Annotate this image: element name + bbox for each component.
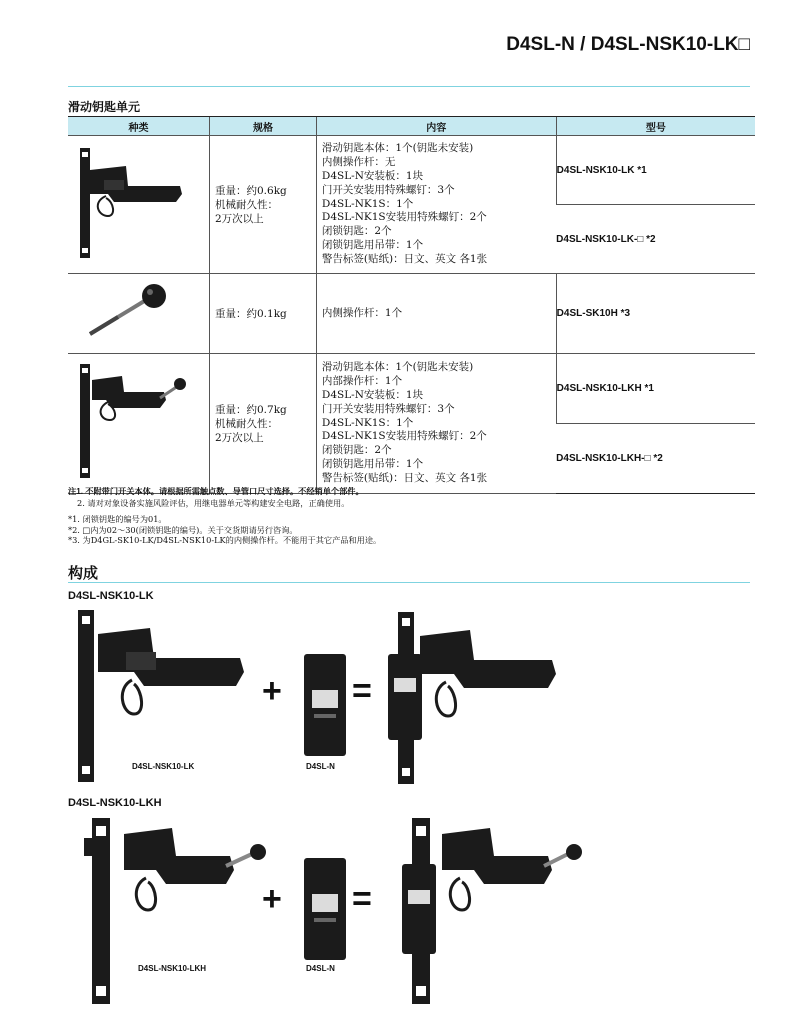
contents-cell: [316, 274, 556, 354]
contents-line: D4SL-NK1S：1个: [321, 416, 414, 429]
section-title-units: 滑动钥匙单元: [68, 100, 141, 114]
inner-lever-image: [68, 274, 209, 350]
page-title: D4SL-N / D4SL-NSK10-LK□: [506, 34, 750, 55]
contents-cell: [316, 136, 556, 274]
notes-block: [68, 486, 758, 546]
footnote: *2. □内为02～30(闭锁钥匙的编号)。关于交货期请另行咨询。: [68, 524, 298, 535]
contents-line: D4SL-NK1S：1个: [321, 197, 414, 210]
contents-line: 闭锁钥匙：2个: [321, 444, 392, 457]
composition-rule: [68, 582, 750, 583]
contents-line: 闭锁钥匙用吊带：1个: [321, 239, 424, 252]
note-text: 2. 请对对象设备实施风险评估，用继电器单元等构建安全电路，正确使用。: [77, 497, 350, 508]
door-switch-image: [300, 854, 350, 964]
assembled-lkh-image: [398, 814, 598, 1008]
spec-line: 2万次以上: [215, 212, 264, 225]
spec-line: 机械耐久性：: [215, 198, 278, 211]
composition-group-title: D4SL-NSK10-LK: [68, 590, 154, 602]
contents-line: 内侧操作杆：无: [321, 155, 396, 168]
model-number: D4SL-NSK10-LK-□ *2: [556, 205, 755, 274]
model-number: D4SL-NSK10-LK *1: [556, 136, 755, 205]
contents-line: 滑动钥匙本体：1个(钥匙未安装): [321, 141, 474, 154]
equals-sign: =: [352, 672, 372, 710]
product-image-cell: [68, 354, 210, 494]
contents-line: D4SL-NK1S安装用特殊螺钉：2个: [321, 211, 487, 224]
footnote: *3. 为D4GL-SK10-LK/D4SL-NSK10-LK的内侧操作杆。不能用于其它产品和用途。: [68, 535, 382, 545]
col-header-spec: 规格: [210, 117, 317, 136]
col-header-model: 型号: [556, 117, 755, 136]
note-item: [68, 486, 758, 498]
slide-key-unit-lk-image: [68, 606, 268, 786]
slide-key-unit-image: [68, 136, 209, 270]
spec-cell: [210, 354, 317, 494]
slide-key-unit-with-lever-image: [68, 354, 209, 490]
component-label: D4SL-N: [306, 964, 335, 973]
contents-line: D4SL-N安装板：1块: [321, 388, 424, 401]
model-number: D4SL-NSK10-LKH-□ *2: [556, 424, 755, 494]
contents-line: 门开关安装用特殊螺钉：3个: [321, 402, 455, 415]
product-image-cell: [68, 136, 210, 274]
header-rule: [68, 86, 750, 87]
plus-sign: +: [262, 880, 282, 918]
note-item: [68, 498, 758, 509]
contents-line: D4SL-NK1S安装用特殊螺钉：2个: [321, 430, 487, 443]
spec-line: 重量：约0.6kg: [215, 184, 287, 197]
product-image-cell: [68, 274, 210, 354]
spec-line: 重量：约0.7kg: [215, 403, 287, 416]
component-label: D4SL-NSK10-LKH: [138, 964, 207, 973]
component-label: D4SL-N: [306, 762, 335, 771]
note-text: 1. 不附带门开关本体。请根据所需触点数、导管口尺寸选择。不经销单个部件。: [76, 487, 364, 496]
model-number: D4SL-SK10H *3: [556, 274, 755, 354]
contents-line: 内侧操作杆：1个: [321, 306, 403, 319]
contents-line: 内部操作杆：1个: [321, 374, 403, 387]
col-header-contents: 内容: [316, 117, 556, 136]
contents-line: 滑动钥匙本体：1个(钥匙未安装): [321, 360, 474, 373]
component-label: D4SL-NSK10-LK: [132, 762, 195, 771]
contents-line: 警告标签(贴纸)：日文、英文 各1张: [321, 253, 488, 266]
model-number: D4SL-NSK10-LKH *1: [556, 354, 755, 424]
spec-line: 2万次以上: [215, 431, 264, 444]
plus-sign: +: [262, 672, 282, 710]
contents-cell: [316, 354, 556, 494]
equals-sign: =: [352, 880, 372, 918]
note-label: 注: [68, 487, 77, 496]
assembled-lk-image: [384, 608, 564, 788]
composition-group-title: D4SL-NSK10-LKH: [68, 797, 162, 809]
contents-line: D4SL-N安装板：1块: [321, 169, 424, 182]
section-title-composition: 构成: [68, 565, 99, 582]
contents-line: 闭锁钥匙用吊带：1个: [321, 458, 424, 471]
contents-line: 闭锁钥匙：2个: [321, 225, 392, 238]
col-header-type: 种类: [68, 117, 210, 136]
spec-cell: [210, 274, 317, 354]
units-table: [68, 116, 755, 494]
contents-line: 警告标签(贴纸)：日文、英文 各1张: [321, 472, 488, 485]
door-switch-image: [300, 650, 350, 760]
footnote: *1. 闭锁钥匙的编号为01。: [68, 514, 167, 524]
spec-line: 重量：约0.1kg: [215, 307, 287, 320]
contents-line: 门开关安装用特殊螺钉：3个: [321, 183, 455, 196]
spec-cell: [210, 136, 317, 274]
spec-line: 机械耐久性：: [215, 417, 278, 430]
